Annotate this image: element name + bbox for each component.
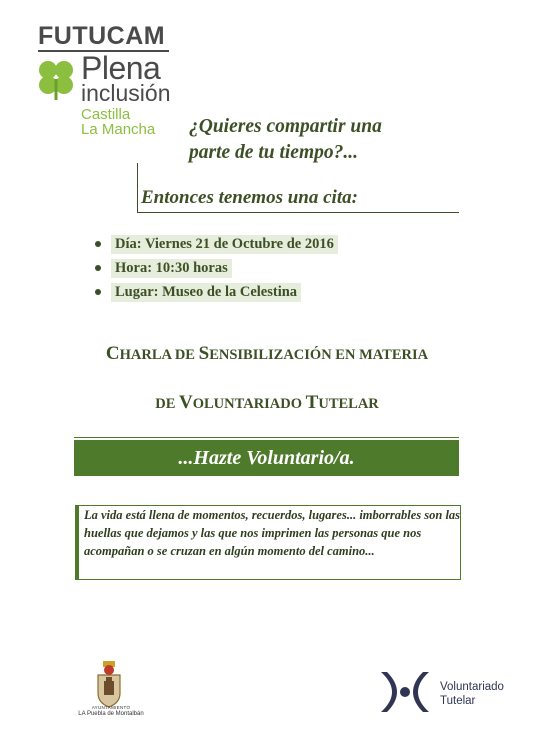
question-line-2: parte de tu tiempo?... — [189, 142, 358, 163]
talk-title-line-2 — [0, 392, 534, 414]
talk-word: HARLA DE — [119, 347, 199, 363]
detail-date-text: Día: Viernes 21 de Octubre de 2016 — [111, 235, 338, 254]
talk-word: DE — [155, 396, 179, 412]
headline-question — [189, 114, 382, 166]
talk-initial: S — [198, 343, 210, 364]
partner-line-2: Tutelar — [440, 695, 476, 707]
clover-logo-icon — [34, 57, 78, 101]
talk-word: OLUNTARIADO — [192, 396, 306, 412]
detail-time-text: Hora: 10:30 horas — [111, 259, 232, 278]
talk-initial: V — [179, 392, 193, 413]
event-details-list — [90, 232, 338, 304]
banner-top-rule — [74, 437, 459, 438]
inclusion-wordmark: inclusión — [81, 80, 171, 106]
headline-vertical-rule — [137, 163, 138, 213]
plena-wordmark: Plena — [81, 50, 161, 86]
talk-initial: C — [105, 343, 120, 364]
bullet-icon — [95, 289, 101, 295]
question-line-1: ¿Quieres compartir una — [189, 116, 382, 137]
town-hall-label: AYUNTAMIENTO — [91, 705, 131, 710]
region-line-2: La Mancha — [81, 121, 156, 138]
futucam-wordmark: FUTUCAM — [38, 22, 166, 50]
subheadline: Entonces tenemos una cita: — [141, 187, 358, 208]
talk-title-line-1 — [0, 343, 534, 365]
detail-item-place — [90, 280, 338, 304]
detail-item-time — [90, 256, 338, 280]
bullet-icon — [95, 241, 101, 247]
detail-place-text: Lugar: Museo de la Celestina — [111, 283, 301, 302]
partner-line-1: Voluntariado — [440, 681, 504, 693]
talk-word: ENSIBILIZACIÓN EN MATERIA — [209, 347, 429, 363]
town-name: LA Puebla de Montalbán — [78, 711, 144, 717]
voluntariado-tutelar-logo-icon — [377, 666, 433, 718]
region-line-1: Castilla — [81, 106, 131, 123]
subheadline-underline — [137, 212, 459, 213]
detail-item-date — [90, 232, 338, 256]
town-crest-icon — [92, 661, 126, 709]
partner-name — [440, 680, 504, 708]
talk-word: UTELAR — [318, 396, 379, 412]
talk-initial: T — [305, 392, 319, 413]
call-to-action-text: ...Hazte Voluntario/a. — [178, 447, 355, 469]
quote-text: La vida está llena de momentos, recuerdos, lugares... imborrables son las huellas que dejamos y las que nos imprimen las personas que nos acompañan o se cruzan en algún momento del camino... — [84, 508, 461, 558]
bullet-icon — [95, 265, 101, 271]
